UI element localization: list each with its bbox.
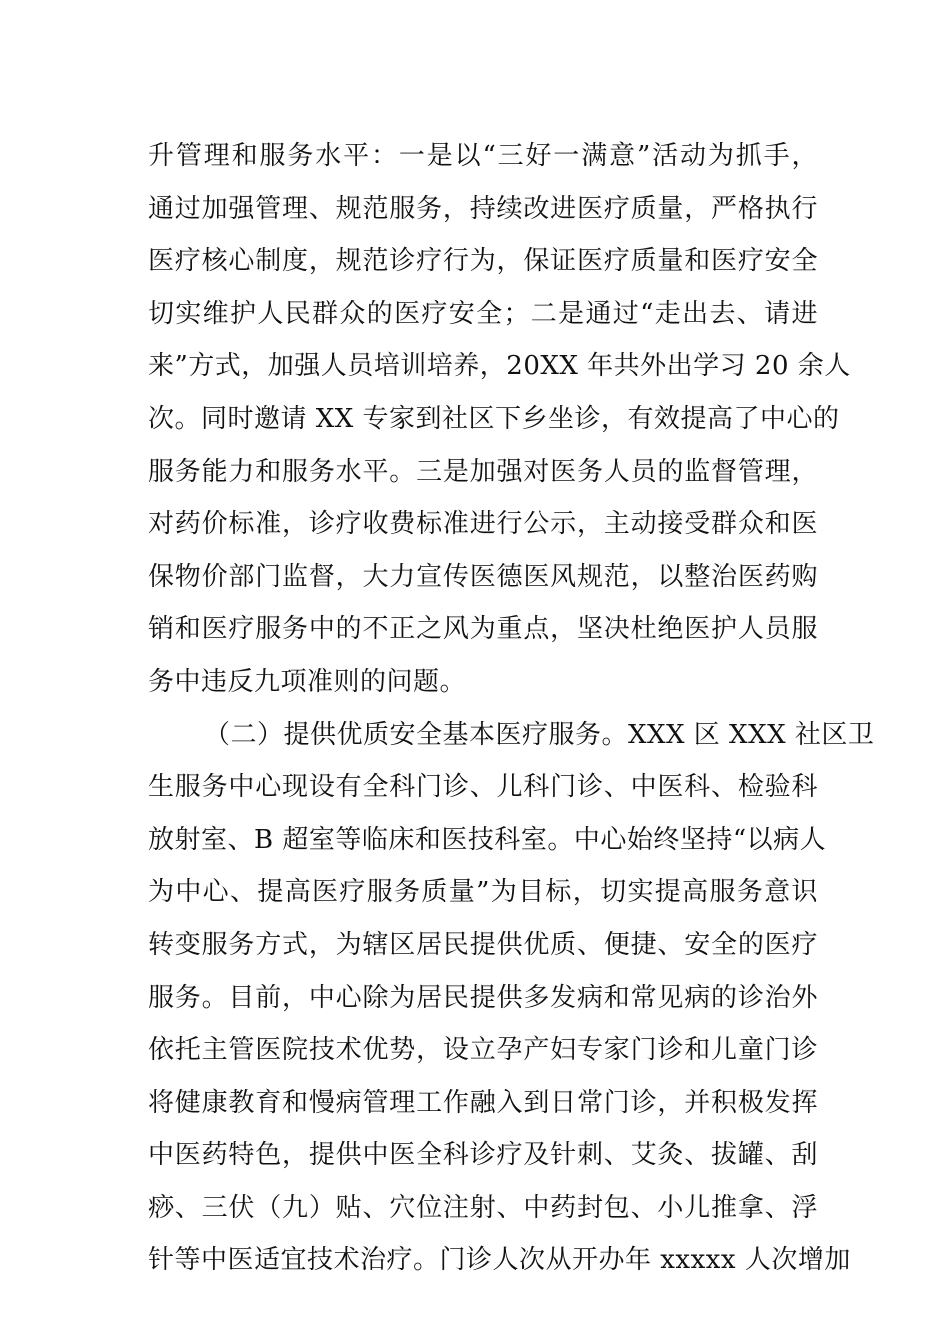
text-line: 通过加强管理、规范服务，持续改进医疗质量，严格执行: [148, 193, 818, 224]
text-line: 对药价标准，诊疗收费标准进行公示，主动接受群众和医: [148, 509, 818, 540]
text-line: 保物价部门监督，大力宣传医德医风规范，以整治医药购: [148, 561, 818, 592]
text-line: 切实维护人民群众的医疗安全；二是通过“走出去、请进: [148, 298, 818, 329]
text-line: 转变服务方式，为辖区居民提供优质、便捷、安全的医疗: [148, 929, 818, 960]
text-line: 痧、三伏（九）贴、穴位注射、中药封包、小儿推拿、浮: [148, 1192, 818, 1223]
paragraph-end-line: 务中违反九项准则的问题。: [148, 666, 467, 697]
text-line: 为中心、提高医疗服务质量”为目标，切实提高服务意识: [148, 877, 818, 908]
body-text: [148, 130, 875, 1287]
text-line: 服务能力和服务水平。三是加强对医务人员的监督管理，: [148, 456, 818, 487]
text-line: 中医药特色，提供中医全科诊疗及针刺、艾灸、拔罐、刮: [148, 1140, 818, 1171]
text-line: 生服务中心现设有全科门诊、儿科门诊、中医科、检验科: [148, 772, 818, 803]
text-line: 来”方式，加强人员培训培养，20XX 年共外出学习 20 余人: [148, 351, 851, 382]
text-line: 销和医疗服务中的不正之风为重点，坚决杜绝医护人员服: [148, 614, 818, 645]
text-line: 将健康教育和慢病管理工作融入到日常门诊，并积极发挥: [148, 1087, 818, 1118]
text-line: 升管理和服务水平：一是以“三好一满意”活动为抓手，: [148, 141, 818, 171]
section-heading-line: （二）提供优质安全基本医疗服务。XXX 区 XXX 社区卫: [204, 719, 875, 750]
text-line: 服务。目前，中心除为居民提供多发病和常见病的诊治外: [148, 982, 818, 1013]
text-line: 依托主管医院技术优势，设立孕产妇专家门诊和儿童门诊: [148, 1035, 818, 1066]
text-line: 放射室、B 超室等临床和医技科室。中心始终坚持“以病人: [148, 824, 827, 855]
text-line: 针等中医适宜技术治疗。门诊人次从开办年 xxxxx 人次增加: [148, 1245, 851, 1276]
text-line: 医疗核心制度，规范诊疗行为，保证医疗质量和医疗安全: [148, 246, 818, 277]
text-line: 次。同时邀请 XX 专家到社区下乡坐诊，有效提高了中心的: [148, 403, 840, 434]
